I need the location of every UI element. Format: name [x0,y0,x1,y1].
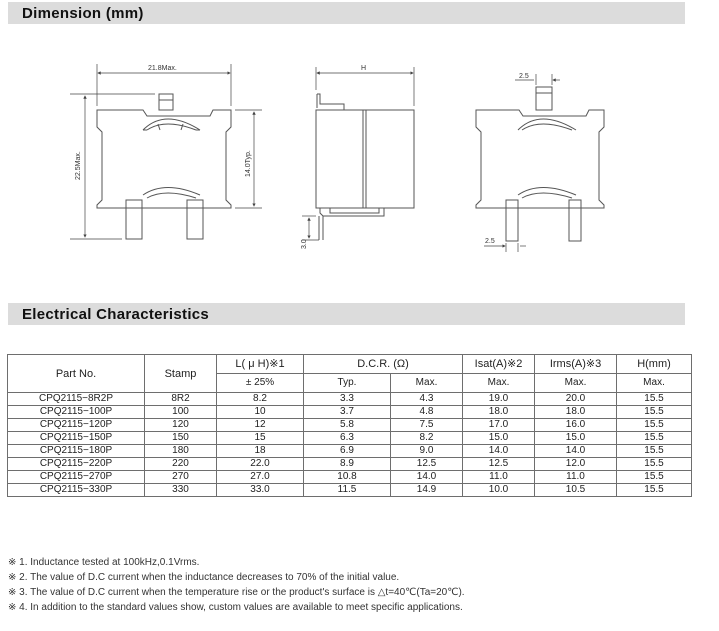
table-row [8,458,692,471]
cell-dcr-typ: 6.3 [304,432,391,445]
cell-isat: 15.0 [463,432,535,445]
subheader-irms-max: Max. [535,374,617,393]
header-isat: Isat(A)※2 [463,355,535,374]
side-view-drawing [316,94,414,240]
subheader-isat-max: Max. [463,374,535,393]
dimension-title: Dimension (mm) [22,4,144,22]
front-view-drawing [97,94,231,239]
cell-height: 15.5 [617,432,692,445]
cell-height: 15.5 [617,406,692,419]
cell-inductance: 18 [217,445,304,458]
header-dcr: D.C.R. (Ω) [304,355,463,374]
cell-dcr-max: 9.0 [391,445,463,458]
header-height: H(mm) [617,355,692,374]
subheader-dcr-typ: Typ. [304,374,391,393]
dimension-drawings [0,40,719,270]
cell-part-no: CPQ2115−150P [8,432,145,445]
electrical-section-header [8,303,685,325]
cell-part-no: CPQ2115−220P [8,458,145,471]
footnote-3: ※ 3. The value of D.C current when the temperature rise or the product's surface is △t=40℃(Ta=20℃). [8,587,465,598]
cell-dcr-typ: 3.7 [304,406,391,419]
table-row [8,432,692,445]
cell-dcr-max: 8.2 [391,432,463,445]
table-row [8,406,692,419]
cell-height: 15.5 [617,419,692,432]
table-header-row [8,355,692,374]
table-row [8,471,692,484]
cell-stamp: 220 [145,458,217,471]
electrical-title: Electrical Characteristics [22,305,210,323]
cell-height: 15.5 [617,471,692,484]
cell-isat: 18.0 [463,406,535,419]
cell-dcr-typ: 10.8 [304,471,391,484]
footnote-4: ※ 4. In addition to the standard values show, custom values are available to meet specific applications. [8,602,463,613]
cell-isat: 12.5 [463,458,535,471]
footnotes [8,555,708,615]
cell-irms: 11.0 [535,471,617,484]
cell-dcr-max: 4.3 [391,393,463,406]
cell-dcr-max: 12.5 [391,458,463,471]
cell-irms: 18.0 [535,406,617,419]
footnote-2: ※ 2. The value of D.C current when the inductance decreases to 70% of the initial value. [8,572,400,583]
cell-isat: 17.0 [463,419,535,432]
footnote-1: ※ 1. Inductance tested at 100kHz,0.1Vrms. [8,557,200,568]
cell-height: 15.5 [617,484,692,497]
cell-inductance: 12 [217,419,304,432]
cell-dcr-max: 14.9 [391,484,463,497]
cell-stamp: 120 [145,419,217,432]
cell-inductance: 10 [217,406,304,419]
cell-inductance: 27.0 [217,471,304,484]
width-dimension-label: 21.8Max. [148,65,177,72]
h-dimension-label: H [361,65,367,72]
cell-dcr-max: 7.5 [391,419,463,432]
dimension-section-header [8,2,685,24]
cell-dcr-typ: 3.3 [304,393,391,406]
right-view-drawing [476,87,604,241]
subheader-h-max: Max. [617,374,692,393]
cell-isat: 10.0 [463,484,535,497]
table-row [8,484,692,497]
electrical-characteristics-table [7,354,692,497]
cell-part-no: CPQ2115−120P [8,419,145,432]
pin-top-width-label: 2.5 [519,73,529,80]
cell-stamp: 180 [145,445,217,458]
cell-stamp: 8R2 [145,393,217,406]
header-inductance: L( μ H)※1 [217,355,304,374]
cell-isat: 11.0 [463,471,535,484]
cell-stamp: 330 [145,484,217,497]
table-row [8,419,692,432]
header-part-no: Part No. [8,355,145,393]
cell-inductance: 22.0 [217,458,304,471]
cell-dcr-typ: 5.8 [304,419,391,432]
cell-irms: 14.0 [535,445,617,458]
height-dimension-label: 22.5Max. [75,151,82,180]
cell-irms: 15.0 [535,432,617,445]
subheader-dcr-max: Max. [391,374,463,393]
cell-irms: 12.0 [535,458,617,471]
cell-dcr-typ: 11.5 [304,484,391,497]
cell-dcr-typ: 6.9 [304,445,391,458]
cell-dcr-max: 14.0 [391,471,463,484]
cell-part-no: CPQ2115−270P [8,471,145,484]
pin-bottom-width-label: 2.5 [485,238,495,245]
table-row [8,445,692,458]
cell-inductance: 8.2 [217,393,304,406]
cell-stamp: 270 [145,471,217,484]
subheader-tolerance: ± 25% [217,374,304,393]
cell-dcr-max: 4.8 [391,406,463,419]
cell-height: 15.5 [617,393,692,406]
cell-dcr-typ: 8.9 [304,458,391,471]
cell-irms: 20.0 [535,393,617,406]
cell-isat: 14.0 [463,445,535,458]
cell-part-no: CPQ2115−330P [8,484,145,497]
cell-inductance: 15 [217,432,304,445]
cell-part-no: CPQ2115−8R2P [8,393,145,406]
typical-height-label: 14.0Typ. [245,150,252,177]
cell-stamp: 150 [145,432,217,445]
header-irms: Irms(A)※3 [535,355,617,374]
cell-irms: 10.5 [535,484,617,497]
lead-length-label: 3.0 [301,239,308,249]
cell-part-no: CPQ2115−100P [8,406,145,419]
cell-inductance: 33.0 [217,484,304,497]
cell-part-no: CPQ2115−180P [8,445,145,458]
header-stamp: Stamp [145,355,217,393]
cell-height: 15.5 [617,445,692,458]
cell-height: 15.5 [617,458,692,471]
cell-irms: 16.0 [535,419,617,432]
cell-isat: 19.0 [463,393,535,406]
cell-stamp: 100 [145,406,217,419]
table-row [8,393,692,406]
